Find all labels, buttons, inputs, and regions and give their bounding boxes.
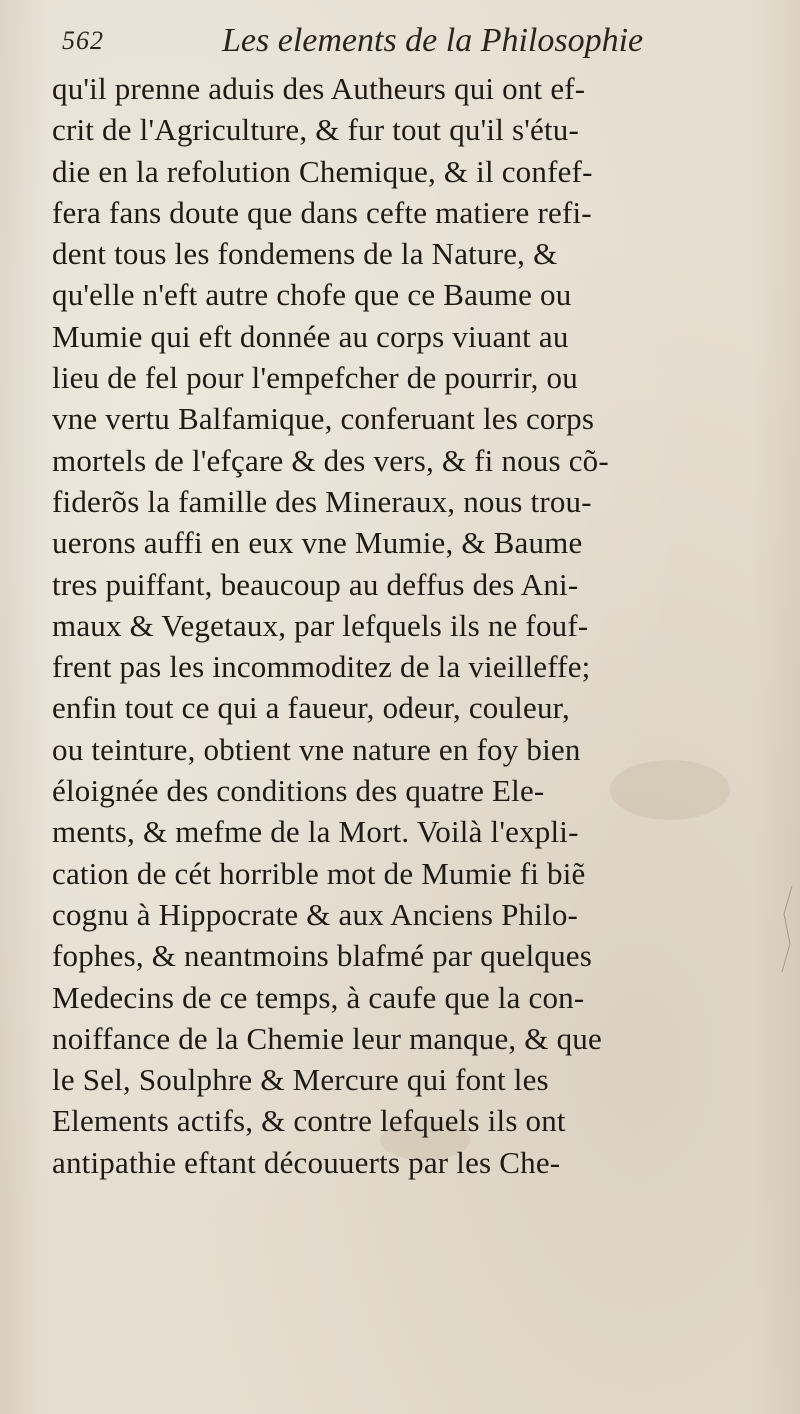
text-line: frent pas les incommoditez de la vieilleffe; bbox=[52, 649, 591, 685]
page-number: 562 bbox=[62, 26, 104, 55]
text-line: uerons auffi en eux vne Mumie, & Baume bbox=[52, 525, 583, 561]
text-line: crit de l'Agriculture, & fur tout qu'il s'étu- bbox=[52, 112, 579, 148]
text-line: vne vertu Balfamique, conferuant les corps bbox=[52, 401, 595, 437]
text-line: cognu à Hippocrate & aux Anciens Philo- bbox=[52, 896, 579, 932]
page-header bbox=[62, 16, 762, 64]
page-curl-mark bbox=[754, 884, 794, 974]
text-line: mortels de l'efçare & des vers, & fi nous cõ- bbox=[52, 442, 609, 478]
text-line: le Sel, Soulphre & Mercure qui font les bbox=[52, 1062, 549, 1098]
text-line: die en la refolution Chemique, & il confef- bbox=[52, 153, 593, 189]
text-line: noiffance de la Chemie leur manque, & que bbox=[52, 1020, 602, 1056]
text-line: fera fans doute que dans cefte matiere refi- bbox=[52, 194, 592, 230]
text-line: éloignée des conditions des quatre Ele- bbox=[52, 773, 545, 809]
text-line: ments, & mefme de la Mort. Voilà l'expli- bbox=[52, 814, 579, 850]
running-title: Les elements de la Philosophie bbox=[222, 22, 644, 59]
text-line: fophes, & neantmoins blafmé par quelques bbox=[52, 938, 593, 974]
text-line: fiderõs la famille des Mineraux, nous trou- bbox=[52, 483, 592, 519]
text-line: maux & Vegetaux, par lefquels ils ne fouf- bbox=[52, 607, 589, 643]
text-line: Elements actifs, & contre lefquels ils ont bbox=[52, 1103, 566, 1139]
text-line: Medecins de ce temps, à caufe que la con- bbox=[52, 979, 585, 1015]
text-line: qu'il prenne aduis des Autheurs qui ont ef- bbox=[52, 71, 586, 106]
text-line: tres puiffant, beaucoup au deffus des Ani- bbox=[52, 566, 579, 602]
text-line: qu'elle n'eft autre chofe que ce Baume ou bbox=[52, 277, 572, 313]
text-line: enfin tout ce qui a faueur, odeur, couleur, bbox=[52, 690, 570, 726]
text-line: dent tous les fondemens de la Nature, & bbox=[52, 236, 558, 272]
text-line: Mumie qui eft donnée au corps viuant au bbox=[52, 318, 569, 354]
body-text bbox=[52, 68, 792, 1183]
text-line: ou teinture, obtient vne nature en foy bien bbox=[52, 731, 581, 767]
text-line: antipathie eftant découuerts par les Che- bbox=[52, 1144, 561, 1180]
text-line: cation de cét horrible mot de Mumie fi biẽ bbox=[52, 855, 586, 891]
text-line: lieu de fel pour l'empefcher de pourrir, ou bbox=[52, 360, 578, 396]
